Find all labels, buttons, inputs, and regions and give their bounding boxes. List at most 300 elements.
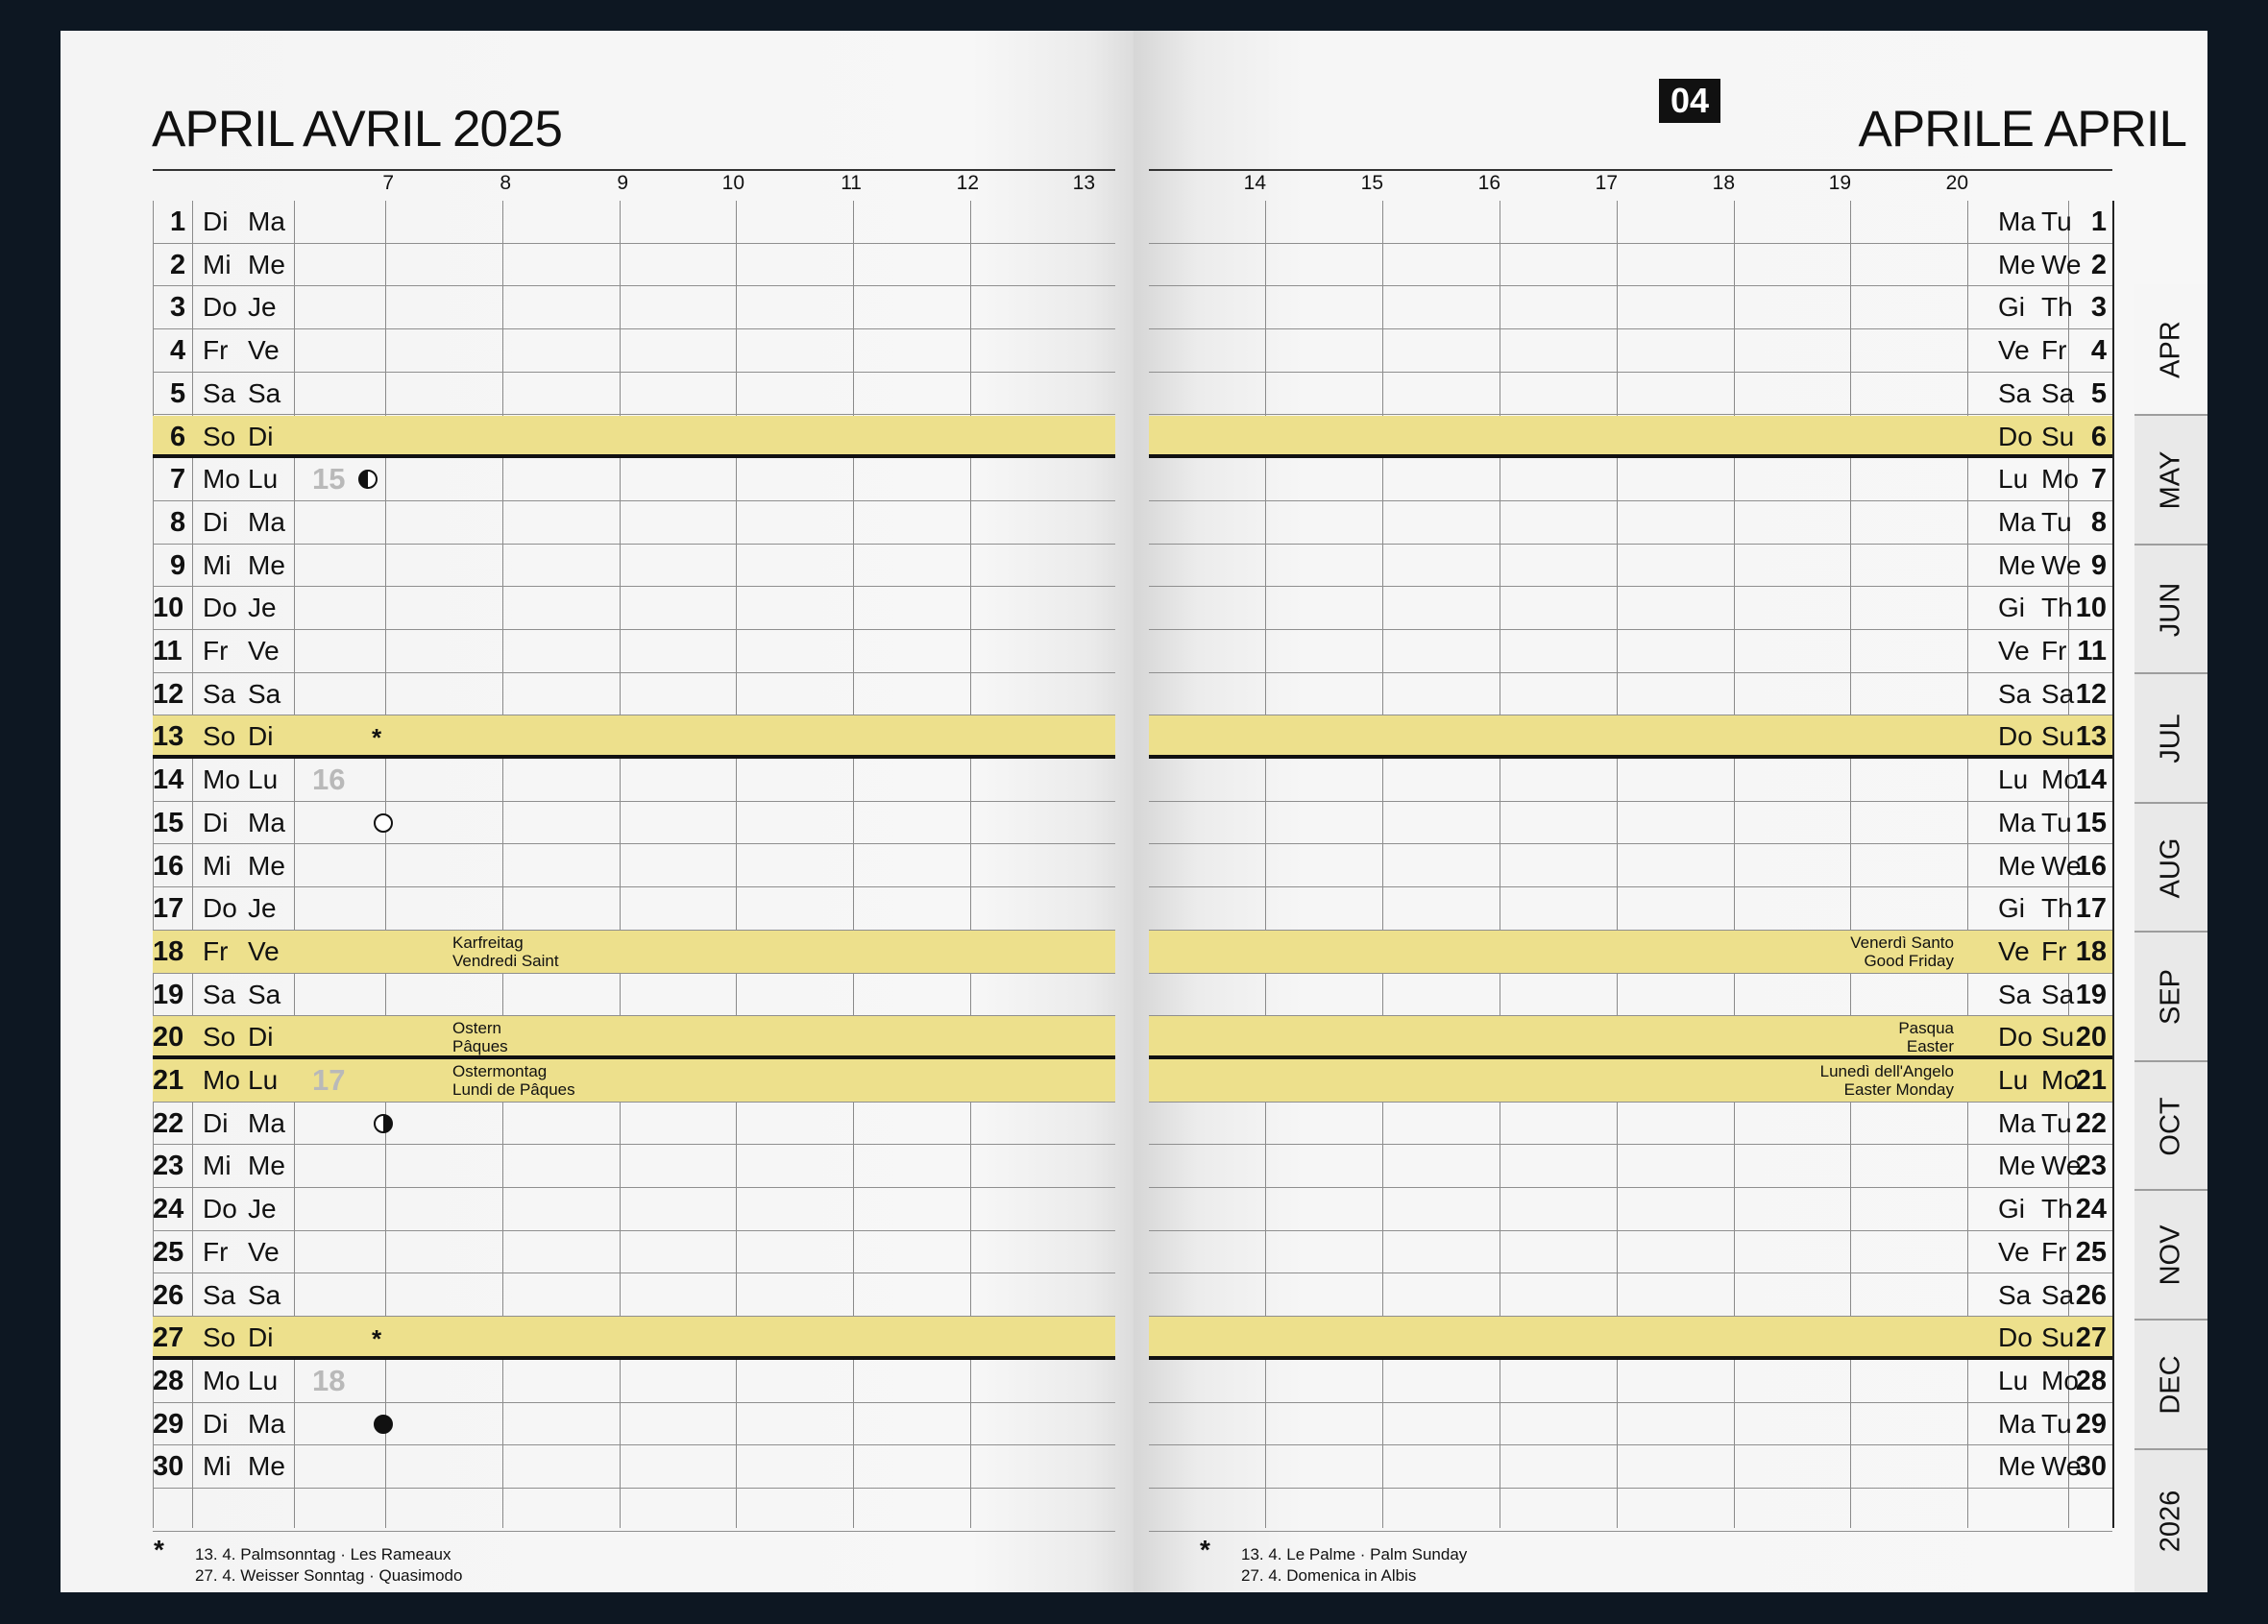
day-number: 30 bbox=[2075, 1451, 2107, 1483]
holiday-line: Lunedì dell'Angelo bbox=[1819, 1062, 1954, 1080]
tab-jun[interactable] bbox=[2134, 544, 2207, 674]
tab-label: JUN bbox=[2155, 582, 2186, 638]
weekday-it: Sa bbox=[1998, 979, 2032, 1009]
tab-label: JUL bbox=[2155, 714, 2186, 764]
hour-label: 9 bbox=[617, 172, 628, 194]
weekday-en: Th bbox=[2041, 593, 2073, 623]
day-number: 23 bbox=[153, 1151, 184, 1182]
day-number: 7 bbox=[170, 464, 186, 496]
full-moon-icon bbox=[374, 813, 393, 833]
day-number: 11 bbox=[153, 636, 183, 667]
weekday-fr: Sa bbox=[248, 678, 281, 709]
tab-label: MAY bbox=[2155, 450, 2186, 510]
weekday-fr: Lu bbox=[248, 764, 279, 795]
weekday-de: Mo bbox=[203, 1365, 240, 1395]
day-number: 27 bbox=[153, 1322, 184, 1354]
left-footnotes bbox=[195, 1544, 462, 1587]
day-number: 12 bbox=[153, 678, 184, 710]
right-footnote-1: 13. 4. Le Palme · Palm Sunday bbox=[1241, 1545, 1468, 1563]
hour-label: 7 bbox=[382, 172, 394, 194]
weekday-en: Tu bbox=[2041, 206, 2072, 236]
weekday-en: Mo bbox=[2041, 464, 2079, 495]
weekday-de: Di bbox=[203, 807, 229, 837]
tab-label: 2026 bbox=[2155, 1490, 2186, 1553]
tab-sep[interactable] bbox=[2134, 931, 2207, 1061]
weekday-de: So bbox=[203, 421, 236, 451]
weekday-de: Fr bbox=[203, 335, 229, 366]
day-row[interactable] bbox=[153, 1317, 1115, 1360]
moon-phase-icon bbox=[374, 1114, 393, 1133]
holiday-name bbox=[452, 1062, 575, 1099]
tab-2026[interactable] bbox=[2134, 1448, 2207, 1592]
weekday-fr: Sa bbox=[248, 979, 281, 1009]
day-number: 20 bbox=[2075, 1022, 2107, 1054]
day-row[interactable] bbox=[1149, 545, 2112, 588]
day-row[interactable] bbox=[1149, 286, 2112, 329]
day-number: 8 bbox=[170, 506, 186, 538]
day-row[interactable] bbox=[1149, 759, 2112, 802]
weekday-de: Sa bbox=[203, 377, 236, 408]
day-row[interactable] bbox=[153, 1403, 1115, 1446]
tab-apr[interactable] bbox=[2134, 284, 2207, 415]
weekday-en: Tu bbox=[2041, 1107, 2072, 1138]
weekday-en: Sa bbox=[2041, 377, 2075, 408]
day-number: 29 bbox=[2075, 1408, 2107, 1440]
grid-line bbox=[2112, 201, 2114, 1528]
day-row[interactable] bbox=[153, 759, 1115, 802]
tab-label: OCT bbox=[2155, 1097, 2186, 1156]
weekday-en: We bbox=[2041, 549, 2082, 580]
tab-nov[interactable] bbox=[2134, 1189, 2207, 1320]
weekday-fr: Ve bbox=[248, 935, 280, 966]
holiday-line: Easter bbox=[1906, 1037, 1954, 1056]
weekday-fr: Me bbox=[248, 850, 285, 881]
left-top-rule bbox=[153, 169, 1115, 171]
day-number: 16 bbox=[153, 850, 184, 882]
weekday-fr: Me bbox=[248, 549, 285, 580]
weekday-en: Sa bbox=[2041, 1279, 2075, 1310]
day-row[interactable] bbox=[153, 845, 1115, 888]
weekday-it: Lu bbox=[1998, 464, 2029, 495]
day-row[interactable] bbox=[1149, 1231, 2112, 1274]
day-row[interactable] bbox=[153, 630, 1115, 673]
left-hour-header bbox=[61, 172, 1134, 199]
day-number: 30 bbox=[153, 1451, 184, 1483]
day-row[interactable] bbox=[153, 1231, 1115, 1274]
day-row[interactable] bbox=[1149, 673, 2112, 716]
weekday-fr: Me bbox=[248, 249, 285, 279]
weekday-en: Su bbox=[2041, 1322, 2075, 1353]
day-row[interactable] bbox=[153, 286, 1115, 329]
weekday-de: Fr bbox=[203, 935, 229, 966]
holiday-line: Lundi de Pâques bbox=[452, 1080, 575, 1099]
weekday-fr: Di bbox=[248, 421, 274, 451]
weekday-it: Gi bbox=[1998, 893, 2025, 924]
hour-label: 11 bbox=[841, 172, 862, 194]
weekday-fr: Ma bbox=[248, 807, 285, 837]
weekday-fr: Je bbox=[248, 292, 277, 323]
day-number: 22 bbox=[2075, 1107, 2107, 1139]
weekday-en: Th bbox=[2041, 292, 2073, 323]
weekday-en: We bbox=[2041, 1151, 2082, 1181]
day-row[interactable] bbox=[153, 1360, 1115, 1403]
right-footnote-2: 27. 4. Domenica in Albis bbox=[1241, 1566, 1417, 1585]
day-number: 5 bbox=[2090, 377, 2107, 409]
left-footnote-1: 13. 4. Palmsonntag · Les Rameaux bbox=[195, 1545, 451, 1563]
weekday-it: Ma bbox=[1998, 206, 2036, 236]
holiday-line: Ostern bbox=[452, 1019, 502, 1038]
day-row[interactable] bbox=[153, 887, 1115, 931]
day-number: 25 bbox=[2075, 1236, 2107, 1268]
day-row[interactable] bbox=[1149, 201, 2112, 244]
weekday-en: Sa bbox=[2041, 678, 2075, 709]
day-row[interactable] bbox=[153, 1445, 1115, 1489]
weekday-de: Do bbox=[203, 1194, 237, 1224]
weekday-it: Lu bbox=[1998, 1065, 2029, 1095]
weekday-en: Sa bbox=[2041, 979, 2075, 1009]
day-row[interactable] bbox=[1149, 1489, 2112, 1532]
weekday-fr: Lu bbox=[248, 1065, 279, 1095]
day-row[interactable] bbox=[153, 1059, 1115, 1103]
day-number: 18 bbox=[2075, 935, 2107, 967]
day-number: 20 bbox=[153, 1022, 184, 1054]
day-number: 19 bbox=[153, 979, 184, 1010]
weekday-fr: Ma bbox=[248, 206, 285, 236]
tab-label: NOV bbox=[2155, 1224, 2186, 1286]
weekday-en: We bbox=[2041, 1451, 2082, 1482]
tab-may[interactable] bbox=[2134, 414, 2207, 545]
day-number: 4 bbox=[170, 335, 186, 367]
weekday-it: Gi bbox=[1998, 593, 2025, 623]
week-number: 16 bbox=[312, 763, 346, 797]
holiday-name bbox=[1850, 933, 1954, 970]
day-row[interactable] bbox=[1149, 715, 2112, 759]
weekday-en: Mo bbox=[2041, 1065, 2079, 1095]
weekday-fr: Di bbox=[248, 1322, 274, 1353]
weekday-de: So bbox=[203, 721, 236, 752]
day-row[interactable] bbox=[1149, 416, 2112, 459]
day-row[interactable] bbox=[153, 501, 1115, 545]
weekday-de: Di bbox=[203, 206, 229, 236]
weekday-de: Fr bbox=[203, 636, 229, 666]
day-number: 19 bbox=[2075, 979, 2107, 1010]
day-number: 1 bbox=[2090, 206, 2107, 237]
weekday-fr: Ve bbox=[248, 335, 280, 366]
day-number: 28 bbox=[153, 1365, 184, 1396]
weekday-it: Gi bbox=[1998, 292, 2025, 323]
weekday-en: We bbox=[2041, 850, 2082, 881]
tab-aug[interactable] bbox=[2134, 802, 2207, 933]
day-row[interactable] bbox=[153, 1016, 1115, 1059]
day-row[interactable] bbox=[1149, 974, 2112, 1017]
day-row[interactable] bbox=[153, 329, 1115, 373]
week-number: 17 bbox=[312, 1063, 346, 1097]
day-row[interactable] bbox=[153, 201, 1115, 244]
day-number: 24 bbox=[2075, 1194, 2107, 1225]
weekday-it: Sa bbox=[1998, 678, 2032, 709]
holiday-line: Venerdì Santo bbox=[1850, 933, 1954, 952]
tab-jul[interactable] bbox=[2134, 672, 2207, 803]
holiday-line: Pasqua bbox=[1898, 1019, 1954, 1038]
day-number: 14 bbox=[2075, 764, 2107, 796]
left-page-title: APRIL AVRIL 2025 bbox=[152, 101, 562, 158]
day-number: 21 bbox=[153, 1065, 184, 1096]
weekday-de: Sa bbox=[203, 678, 236, 709]
tab-label: APR bbox=[2155, 321, 2186, 378]
weekday-fr: Ma bbox=[248, 1408, 285, 1439]
day-row[interactable] bbox=[1149, 1317, 2112, 1360]
day-row[interactable] bbox=[1149, 1403, 2112, 1446]
day-number: 9 bbox=[2090, 549, 2107, 581]
weekday-fr: Lu bbox=[248, 1365, 279, 1395]
weekday-en: Th bbox=[2041, 893, 2073, 924]
weekday-it: Ma bbox=[1998, 506, 2036, 537]
day-number: 14 bbox=[153, 764, 184, 796]
holiday-line: Good Friday bbox=[1864, 951, 1954, 970]
weekday-de: Do bbox=[203, 292, 237, 323]
day-row[interactable] bbox=[1149, 501, 2112, 545]
tab-label: SEP bbox=[2155, 968, 2186, 1026]
day-number: 28 bbox=[2075, 1365, 2107, 1396]
day-number: 3 bbox=[170, 292, 186, 324]
day-row[interactable] bbox=[1149, 1059, 2112, 1103]
day-row[interactable] bbox=[153, 458, 1115, 501]
month-number-badge: 04 bbox=[1659, 79, 1720, 123]
day-row[interactable] bbox=[153, 244, 1115, 287]
holiday-name bbox=[452, 933, 559, 970]
day-number: 6 bbox=[2090, 421, 2107, 452]
day-row[interactable] bbox=[153, 587, 1115, 630]
right-top-rule bbox=[1149, 169, 2112, 171]
day-row[interactable] bbox=[1149, 802, 2112, 845]
hour-label: 10 bbox=[721, 172, 744, 194]
day-row[interactable] bbox=[1149, 1360, 2112, 1403]
day-number: 27 bbox=[2075, 1322, 2107, 1354]
hour-label: 15 bbox=[1360, 172, 1383, 194]
day-row[interactable] bbox=[1149, 1274, 2112, 1318]
day-row[interactable] bbox=[1149, 630, 2112, 673]
weekday-fr: Di bbox=[248, 721, 274, 752]
weekday-it: Ma bbox=[1998, 807, 2036, 837]
day-row[interactable] bbox=[1149, 1016, 2112, 1059]
day-number: 24 bbox=[153, 1194, 184, 1225]
weekday-de: Mi bbox=[203, 549, 232, 580]
holiday-line: Vendredi Saint bbox=[452, 951, 559, 970]
weekday-it: Ma bbox=[1998, 1107, 2036, 1138]
tab-dec[interactable] bbox=[2134, 1319, 2207, 1449]
weekday-en: Fr bbox=[2041, 935, 2067, 966]
hour-label: 17 bbox=[1595, 172, 1618, 194]
weekday-de: Di bbox=[203, 506, 229, 537]
weekday-de: Mo bbox=[203, 764, 240, 795]
weekday-fr: Sa bbox=[248, 1279, 281, 1310]
day-row[interactable] bbox=[1149, 244, 2112, 287]
right-hour-header bbox=[1134, 172, 2207, 199]
weekday-de: Di bbox=[203, 1107, 229, 1138]
day-row[interactable] bbox=[1149, 1145, 2112, 1188]
day-number: 17 bbox=[153, 893, 184, 925]
day-row[interactable] bbox=[1149, 458, 2112, 501]
weekday-it: Ve bbox=[1998, 1236, 2030, 1267]
weekday-it: Lu bbox=[1998, 764, 2029, 795]
weekday-de: Mi bbox=[203, 1151, 232, 1181]
day-row[interactable] bbox=[153, 931, 1115, 974]
weekday-de: Mo bbox=[203, 1065, 240, 1095]
weekday-it: Me bbox=[1998, 1451, 2036, 1482]
hour-label: 13 bbox=[1072, 172, 1095, 194]
day-number: 8 bbox=[2090, 506, 2107, 538]
day-row[interactable] bbox=[153, 373, 1115, 416]
weekday-de: So bbox=[203, 1322, 236, 1353]
weekday-fr: Me bbox=[248, 1151, 285, 1181]
hour-label: 19 bbox=[1828, 172, 1851, 194]
holiday-name bbox=[1820, 1062, 1954, 1099]
day-number: 10 bbox=[153, 593, 184, 624]
day-row[interactable] bbox=[153, 673, 1115, 716]
weekday-fr: Di bbox=[248, 1022, 274, 1053]
weekday-fr: Ma bbox=[248, 506, 285, 537]
day-number: 15 bbox=[153, 807, 184, 838]
day-number: 16 bbox=[2075, 850, 2107, 882]
day-row[interactable] bbox=[153, 545, 1115, 588]
day-number: 9 bbox=[170, 549, 186, 581]
hour-label: 14 bbox=[1243, 172, 1266, 194]
weekday-de: So bbox=[203, 1022, 236, 1053]
weekday-it: Ma bbox=[1998, 1408, 2036, 1439]
day-row[interactable] bbox=[1149, 1103, 2112, 1146]
holiday-line: Karfreitag bbox=[452, 933, 524, 952]
weekday-fr: Lu bbox=[248, 464, 279, 495]
day-row[interactable] bbox=[1149, 329, 2112, 373]
left-footnote-2: 27. 4. Weisser Sonntag · Quasimodo bbox=[195, 1566, 463, 1585]
day-row[interactable] bbox=[1149, 587, 2112, 630]
weekday-it: Ve bbox=[1998, 335, 2030, 366]
day-row[interactable] bbox=[1149, 887, 2112, 931]
day-row[interactable] bbox=[153, 802, 1115, 845]
weekday-it: Me bbox=[1998, 850, 2036, 881]
weekday-de: Mi bbox=[203, 249, 232, 279]
day-row[interactable] bbox=[1149, 1188, 2112, 1231]
day-number: 22 bbox=[153, 1107, 184, 1139]
day-row[interactable] bbox=[1149, 373, 2112, 416]
moon-phase-icon bbox=[374, 1415, 393, 1434]
day-row[interactable] bbox=[153, 1103, 1115, 1146]
weekday-de: Mi bbox=[203, 1451, 232, 1482]
weekday-it: Gi bbox=[1998, 1194, 2025, 1224]
weekday-it: Me bbox=[1998, 1151, 2036, 1181]
right-footnotes bbox=[1241, 1544, 1467, 1587]
weekday-en: Tu bbox=[2041, 506, 2072, 537]
weekday-en: Mo bbox=[2041, 1365, 2079, 1395]
weekday-en: Tu bbox=[2041, 807, 2072, 837]
day-number: 29 bbox=[153, 1408, 184, 1440]
weekday-it: Me bbox=[1998, 549, 2036, 580]
day-number: 17 bbox=[2075, 893, 2107, 925]
day-number: 13 bbox=[153, 721, 184, 753]
weekday-it: Ve bbox=[1998, 636, 2030, 666]
day-row[interactable] bbox=[153, 1274, 1115, 1318]
weekday-en: Fr bbox=[2041, 636, 2067, 666]
week-number: 18 bbox=[312, 1363, 346, 1397]
weekday-it: Me bbox=[1998, 249, 2036, 279]
holiday-line: Pâques bbox=[452, 1037, 508, 1056]
weekday-en: Th bbox=[2041, 1194, 2073, 1224]
day-row[interactable] bbox=[153, 1188, 1115, 1231]
weekday-it: Sa bbox=[1998, 1279, 2032, 1310]
holiday-line: Ostermontag bbox=[452, 1062, 548, 1080]
weekday-fr: Je bbox=[248, 893, 277, 924]
left-footnote-marker: * bbox=[154, 1535, 164, 1564]
holiday-name bbox=[452, 1019, 508, 1055]
day-number: 15 bbox=[2075, 807, 2107, 838]
left-page bbox=[61, 31, 1134, 1592]
weekday-it: Sa bbox=[1998, 377, 2032, 408]
weekday-de: Di bbox=[203, 1408, 229, 1439]
tab-oct[interactable] bbox=[2134, 1060, 2207, 1191]
weekday-de: Sa bbox=[203, 1279, 236, 1310]
weekday-en: We bbox=[2041, 249, 2082, 279]
weekday-de: Fr bbox=[203, 1236, 229, 1267]
weekday-de: Mo bbox=[203, 464, 240, 495]
day-number: 4 bbox=[2090, 335, 2107, 367]
weekday-it: Do bbox=[1998, 1022, 2033, 1053]
hour-label: 8 bbox=[500, 172, 511, 194]
moon-phase-icon bbox=[358, 470, 378, 489]
day-row[interactable] bbox=[1149, 1445, 2112, 1489]
footnote-star: * bbox=[372, 723, 382, 753]
day-number: 2 bbox=[170, 249, 186, 280]
weekday-fr: Je bbox=[248, 593, 277, 623]
weekday-de: Sa bbox=[203, 979, 236, 1009]
day-number: 26 bbox=[153, 1279, 184, 1311]
day-number: 5 bbox=[170, 377, 186, 409]
footnote-star: * bbox=[372, 1324, 382, 1354]
weekday-de: Do bbox=[203, 893, 237, 924]
hour-label: 18 bbox=[1712, 172, 1735, 194]
weekday-en: Su bbox=[2041, 1022, 2075, 1053]
day-row[interactable] bbox=[1149, 931, 2112, 974]
weekday-de: Do bbox=[203, 593, 237, 623]
day-number: 13 bbox=[2075, 721, 2107, 753]
weekday-en: Su bbox=[2041, 721, 2075, 752]
day-row[interactable] bbox=[153, 974, 1115, 1017]
day-row[interactable] bbox=[1149, 845, 2112, 888]
weekday-en: Tu bbox=[2041, 1408, 2072, 1439]
day-row[interactable] bbox=[153, 715, 1115, 759]
day-number: 3 bbox=[2090, 292, 2107, 324]
weekday-fr: Me bbox=[248, 1451, 285, 1482]
weekday-fr: Ve bbox=[248, 1236, 280, 1267]
weekday-fr: Sa bbox=[248, 377, 281, 408]
day-number: 21 bbox=[2075, 1065, 2107, 1096]
holiday-line: Easter Monday bbox=[1843, 1080, 1954, 1099]
weekday-en: Fr bbox=[2041, 1236, 2067, 1267]
weekday-fr: Ve bbox=[248, 636, 280, 666]
weekday-it: Do bbox=[1998, 1322, 2033, 1353]
day-number: 7 bbox=[2090, 464, 2107, 496]
weekday-it: Do bbox=[1998, 421, 2033, 451]
day-number: 10 bbox=[2075, 593, 2107, 624]
day-number: 12 bbox=[2075, 678, 2107, 710]
day-row[interactable] bbox=[153, 1489, 1115, 1532]
day-row[interactable] bbox=[153, 416, 1115, 459]
day-number: 18 bbox=[153, 935, 184, 967]
weekday-fr: Ma bbox=[248, 1107, 285, 1138]
day-row[interactable] bbox=[153, 1145, 1115, 1188]
right-page bbox=[1134, 31, 2207, 1592]
weekday-en: Fr bbox=[2041, 335, 2067, 366]
weekday-it: Lu bbox=[1998, 1365, 2029, 1395]
